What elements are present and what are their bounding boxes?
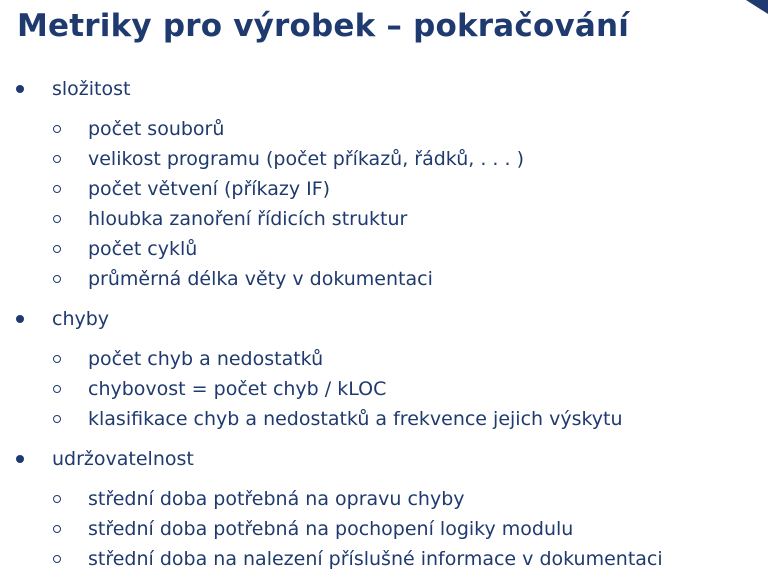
bullet-dot-icon [16, 455, 24, 463]
circle-bullet-icon [53, 555, 61, 563]
sub-item-text: střední doba na nalezení příslušné informace v dokumentaci [88, 548, 663, 570]
circle-bullet-icon [53, 185, 61, 193]
sub-item [0, 204, 768, 234]
bullet-item [0, 74, 768, 104]
sub-item-text: počet souborů [88, 118, 225, 140]
circle-bullet-icon [53, 275, 61, 283]
sub-list [0, 344, 768, 434]
section-slozitost [0, 74, 768, 294]
section-udrzovatelnost [0, 444, 768, 574]
corner-decoration [746, 0, 768, 14]
bullet-item [0, 304, 768, 334]
bullet-label: chyby [52, 308, 110, 330]
sub-item-text: počet chyb a nedostatků [88, 348, 324, 370]
bullet-item [0, 444, 768, 474]
sub-item-text: počet větvení (příkazy IF) [88, 178, 331, 200]
sub-item [0, 264, 768, 294]
section-chyby [0, 304, 768, 434]
bullet-label: složitost [52, 78, 131, 100]
slide-title: Metriky pro výrobek – pokračování [17, 8, 630, 44]
sub-item [0, 114, 768, 144]
sub-item-text: hloubka zanoření řídicích struktur [88, 208, 408, 230]
sub-item [0, 544, 768, 574]
sub-item [0, 144, 768, 174]
sub-item [0, 174, 768, 204]
sub-item [0, 514, 768, 544]
bullet-dot-icon [16, 315, 24, 323]
sub-item-text: střední doba potřebná na opravu chyby [88, 488, 465, 510]
sub-item-text: průměrná délka věty v dokumentaci [88, 268, 433, 290]
circle-bullet-icon [53, 495, 61, 503]
sub-item-text: chybovost = počet chyb / kLOC [88, 378, 387, 400]
bullet-label: udržovatelnost [52, 448, 194, 470]
circle-bullet-icon [53, 525, 61, 533]
sub-item [0, 234, 768, 264]
sub-list [0, 484, 768, 574]
sub-item-text: velikost programu (počet příkazů, řádků, . . . ) [88, 148, 524, 170]
sub-list [0, 114, 768, 294]
circle-bullet-icon [53, 355, 61, 363]
sub-item-text: počet cyklů [88, 238, 198, 260]
sub-item [0, 404, 768, 434]
circle-bullet-icon [53, 245, 61, 253]
sub-item [0, 344, 768, 374]
sub-item-text: střední doba potřebná na pochopení logiky modulu [88, 518, 574, 540]
slide-content [0, 74, 768, 584]
circle-bullet-icon [53, 125, 61, 133]
circle-bullet-icon [53, 415, 61, 423]
circle-bullet-icon [53, 385, 61, 393]
circle-bullet-icon [53, 215, 61, 223]
sub-item [0, 484, 768, 514]
circle-bullet-icon [53, 155, 61, 163]
bullet-dot-icon [16, 85, 24, 93]
sub-item-text: klasifikace chyb a nedostatků a frekvence jejich výskytu [88, 408, 623, 430]
sub-item [0, 374, 768, 404]
